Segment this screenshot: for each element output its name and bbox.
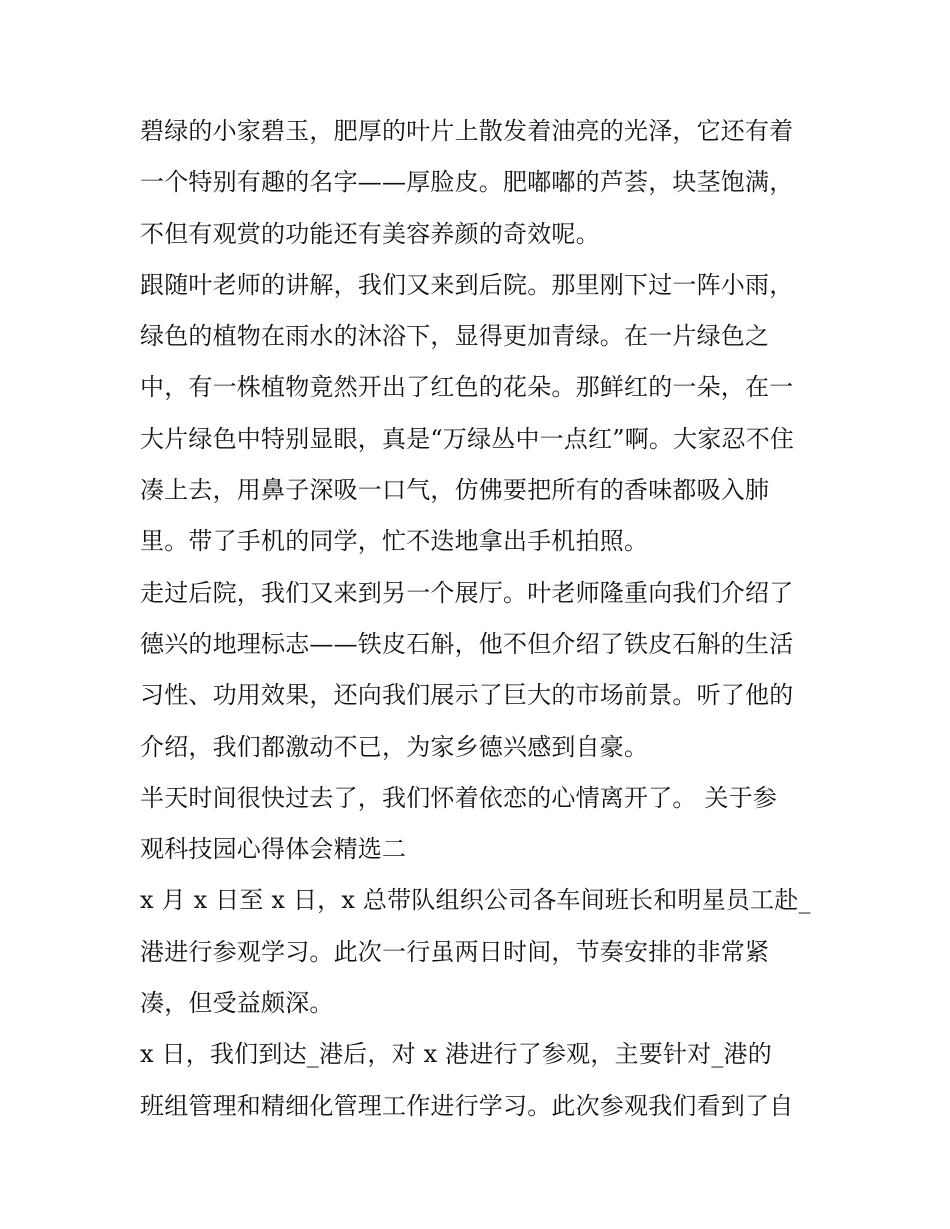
text-line: 跟随叶老师的讲解，我们又来到后院。那里刚下过一阵小雨， — [140, 270, 794, 299]
text-line: 凑上去，用鼻子深吸一口气，仿佛要把所有的香味都吸入肺 — [140, 476, 770, 505]
text-line: 绿色的植物在雨水的沐浴下，显得更加青绿。在一片绿色之 — [140, 322, 770, 351]
text-line: 走过后院，我们又来到另一个展厅。叶老师隆重向我们介绍了 — [140, 578, 794, 607]
text-line: 凑，但受益颇深。 — [140, 989, 334, 1018]
document-body — [140, 106, 820, 1132]
text-line: 习性、功用效果，还向我们展示了巨大的市场前景。听了他的 — [140, 681, 794, 710]
text-line: x 月 x 日至 x 日，x 总带队组织公司各车间班长和明星员工赴_ — [140, 886, 811, 915]
text-line: 不但有观赏的功能还有美容养颜的奇效呢。 — [140, 219, 600, 248]
text-line: 一个特别有趣的名字——厚脸皮。肥嘟嘟的芦荟，块茎饱满， — [140, 168, 794, 197]
text-line: 碧绿的小家碧玉，肥厚的叶片上散发着油亮的光泽，它还有着 — [140, 117, 794, 145]
text-line: 德兴的地理标志——铁皮石斛，他不但介绍了铁皮石斛的生活 — [140, 629, 794, 658]
text-line: 半天时间很快过去了，我们怀着依恋的心情离开了。 关于参 — [140, 783, 778, 812]
text-line: 里。带了手机的同学，忙不迭地拿出手机拍照。 — [140, 527, 649, 556]
text-line: 中，有一株植物竟然开出了红色的花朵。那鲜红的一朵，在一 — [140, 373, 794, 402]
text-line: 大片绿色中特别显眼，真是“万绿丛中一点红”啊。大家忍不住 — [140, 424, 795, 453]
text-line: 观科技园心得体会精选二 — [140, 835, 407, 864]
text-line: 介绍，我们都激动不已，为家乡德兴感到自豪。 — [140, 732, 649, 761]
text-line: 班组管理和精细化管理工作进行学习。此次参观我们看到了自 — [140, 1091, 794, 1120]
text-line: x 日，我们到达_港后，对 x 港进行了参观，主要针对_港的 — [140, 1040, 772, 1069]
text-line: 港进行参观学习。此次一行虽两日时间，节奏安排的非常紧 — [140, 937, 770, 966]
